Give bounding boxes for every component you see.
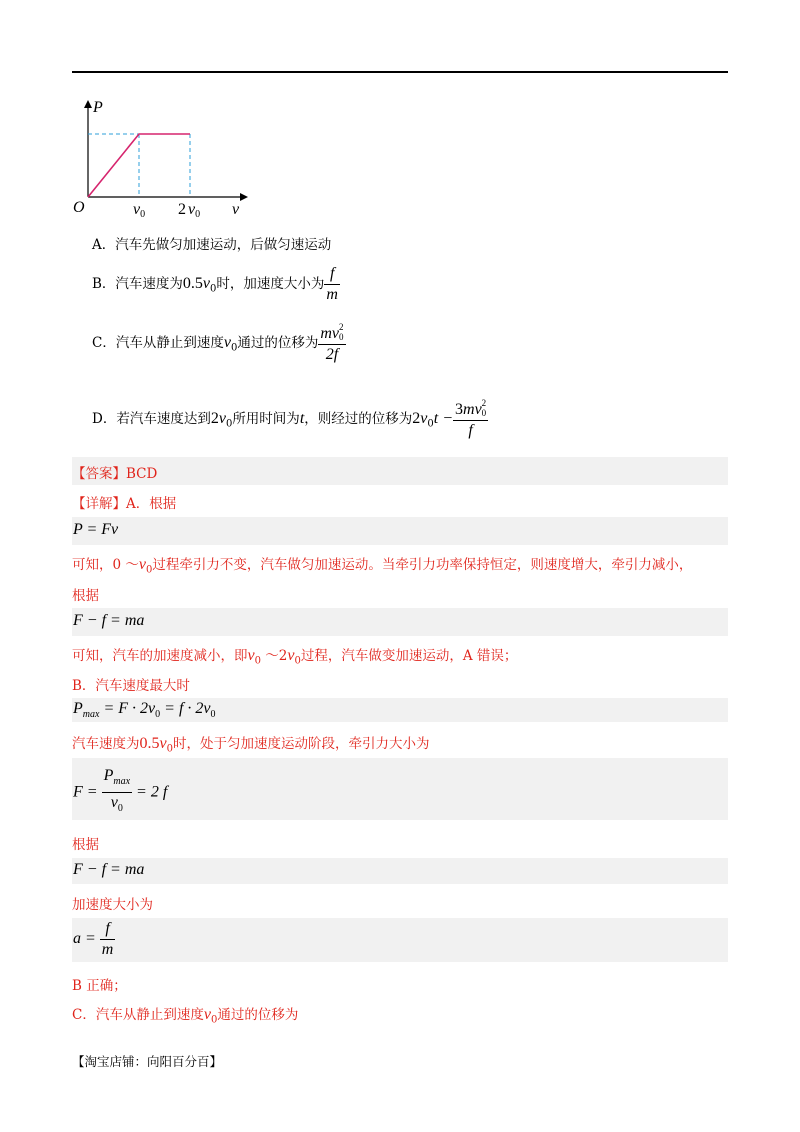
explanation-8: C．汽车从静止到速度$v_0$通过的位移为 [72,1006,299,1026]
option-c: C．汽车从静止到速度$v_0$通过的位移为 mv 2 0 2f [92,322,344,363]
eq6-band [72,918,728,962]
explanation-2: 可知，汽车的加速度减小，即$v_0$ $\sim 2v_0$过程，汽车做变加速运动，A 错误； [72,647,518,667]
explanation-1-cont: 根据 [72,588,99,604]
x-axis-arrow [240,193,248,201]
equation-traction-force: F = $\frac{P_{max}}{v_0}$ = 2 f [73,766,167,819]
origin-label: O [73,199,85,216]
y-axis-label: P [93,99,103,116]
acceleration-fraction: $\frac{f}{m}$ [101,920,114,958]
explanation-1: 可知，0 $\sim v_0$过程牵引力不变，汽车做匀加速运动。当牵引力功率保持恒定，则速度增大，牵引力减小， [72,556,693,576]
eq2-band [72,608,728,636]
equation-newton-1: F − f = ma [73,612,145,629]
option-b-fraction: $\frac{f}{m}$ [326,265,338,303]
equation-newton-2: F − f = ma [73,861,145,878]
option-a: A．汽车先做匀加速运动，后做匀速运动 [92,237,332,253]
answer-band [72,457,728,485]
option-d-fraction: 3mv 2 0 f [455,398,487,439]
eq5-band [72,858,728,884]
explanation-3: B．汽车速度最大时 [72,678,190,694]
detail-head: 【详解】A．根据 [72,496,177,512]
top-rule [72,71,728,73]
option-c-fraction: mv 2 0 2f [320,322,344,363]
y-axis-arrow [84,100,92,108]
x-axis-label: v [232,201,240,218]
traction-fraction: $\frac{P_{max}}{v_0}$ [103,767,131,815]
tick-v0: v0 [133,201,146,220]
eq4-band [72,758,728,820]
explanation-7: B 正确； [72,978,127,994]
option-b: B．汽车速度为$0.5v_0$时，加速度大小为 $\frac{f}{m}$ [92,265,338,303]
explanation-6: 加速度大小为 [72,897,153,913]
shop-footer: 【淘宝店铺：向阳百分百】 [72,1054,223,1069]
answer-line: 【答案】BCD [72,466,158,482]
option-d: D．若汽车速度达到$2v_0$所用时间为t，则经过的位移为$2v_0t$ − 3mv 2 0 f [92,398,487,439]
explanation-5: 根据 [72,837,99,853]
tick-2v0: 2 v0 [178,201,201,220]
equation-p-fv: P = Fv [73,521,119,538]
power-velocity-graph [66,92,256,222]
equation-pmax: $P_{max} = F \cdot 2v_0 = f \cdot 2v_0$ [73,700,216,721]
equation-acceleration: a = $\frac{f}{m}$ [73,920,114,958]
eq1-band [72,517,728,545]
explanation-4: 汽车速度为$0.5v_0$时，处于匀加速度运动阶段，牵引力大小为 [72,735,430,755]
